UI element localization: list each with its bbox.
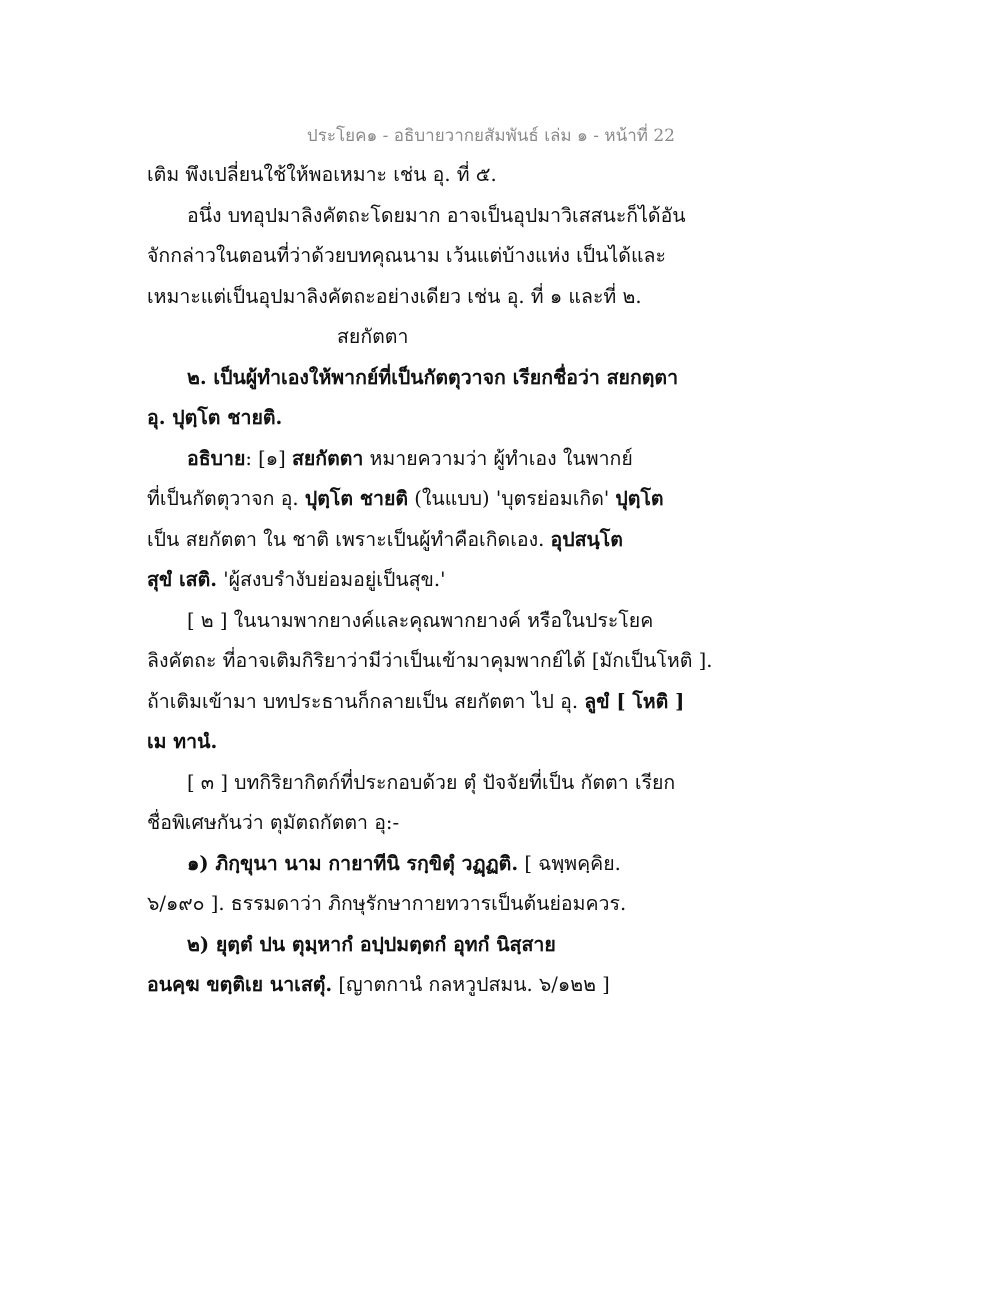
example-line [147, 965, 707, 1006]
explanation-line: ชื่อพิเศษกันว่า ตุมัตถกัตตา อุ:- [147, 811, 400, 834]
pali-example: ๒) ยุตฺตํ ปน ตุมฺหากํ อปฺปมตฺตกํ อุทกํ นิสฺสาย [187, 932, 556, 956]
pali-example: ๑) ภิกฺขุนา นาม กายาทีนิ รกฺขิตุํ วฏฺฏติ. [187, 851, 519, 875]
paragraph-line: จักกล่าวในตอนที่ว่าด้วยบทคุณนาม เว้นแต่บ้างแห่ง เป็นได้และ [147, 244, 666, 267]
paragraph-line: เติม พึงเปลี่ยนใช้ให้พอเหมาะ เช่น อุ. ที่ ๕. [147, 163, 497, 186]
pali-phrase: ลูขํ [ โหติ ] [584, 689, 685, 713]
pali-word: อุปสนฺโต [550, 527, 623, 551]
section-title: สยกัตตา [337, 325, 409, 348]
example-reference: [ ฉพฺพคฺคิย. [518, 851, 621, 875]
example-line [147, 844, 707, 885]
pali-example: อนคฺฆ ขตฺติเย นาเสตุํ. [147, 973, 333, 996]
term: สยกัตตา [291, 446, 364, 470]
explanation-number: : [๑] [245, 446, 292, 470]
explanation-label: อธิบาย [187, 446, 246, 470]
rule-example-text: อุ. ปุตฺโต ชายติ. [147, 406, 283, 429]
explanation-line [147, 479, 707, 520]
explanation-line: [ ๒ ] ในนามพากยางค์และคุณพากยางค์ หรือในประโยค [187, 608, 654, 632]
rule-text: ๒. เป็นผู้ทำเองให้พากย์ที่เป็นกัตตุวาจก เรียกชื่อว่า สยกตฺตา [187, 365, 679, 389]
explanation-line: ลิงคัตถะ ที่อาจเติมกิริยาว่ามีว่าเป็นเข้ามาคุมพากย์ได้ [มักเป็นโหติ ]. [147, 649, 713, 672]
explanation-text: (ในแบบ) 'บุตรย่อมเกิด' [408, 487, 616, 510]
explanation-line [147, 682, 707, 723]
running-header: ประโยค๑ - อธิบายวากยสัมพันธ์ เล่ม ๑ - หน้าที่ 22 [306, 126, 675, 146]
paragraph-line: เหมาะแต่เป็นอุปมาลิงคัตถะอย่างเดียว เช่น อุ. ที่ ๑ และที่ ๒. [147, 284, 642, 308]
explanation-line: [ ๓ ] บทกิริยากิตก์ที่ประกอบด้วย ตุํ ปัจจัยที่เป็น กัตตา เรียก [187, 770, 676, 794]
explanation-text: เป็น สยกัตตา ใน ชาติ เพราะเป็นผู้ทำคือเกิดเอง. [147, 527, 551, 551]
rule-example [147, 398, 707, 439]
example-reference: [ญาตกานํ กลหวูปสมน. ๖/๑๒๒ ] [332, 973, 610, 996]
pali-word: ปุตฺโต [615, 487, 664, 510]
explanation-line [147, 722, 707, 763]
page-body [147, 155, 713, 1006]
pali-phrase: เม ทานํ. [147, 730, 218, 753]
explanation-line [147, 439, 707, 480]
translation: 'ผู้สงบรำงับย่อมอยู่เป็นสุข.' [217, 568, 446, 591]
example-line [147, 925, 707, 966]
pali-phrase: สุขํ เสติ. [147, 568, 218, 591]
rule-heading [147, 358, 707, 399]
explanation-line [147, 520, 707, 561]
paragraph-line: อนึ่ง บทอุปมาลิงคัตถะโดยมาก อาจเป็นอุปมาวิเสสนะก็ได้อัน [187, 203, 686, 227]
explanation-text: ถ้าเติมเข้ามา บทประธานก็กลายเป็น สยกัตตา ไป อุ. [147, 689, 585, 713]
pali-phrase: ปุตฺโต ชายติ [304, 487, 409, 510]
explanation-line [147, 560, 707, 601]
explanation-text: หมายความว่า ผู้ทำเอง ในพากย์ [363, 446, 633, 470]
example-line: ๖/๑๙๐ ]. ธรรมดาว่า ภิกษุรักษากายทวารเป็นต้นย่อมควร. [147, 892, 627, 915]
explanation-text: ที่เป็นกัตตุวาจก อุ. [147, 487, 305, 510]
